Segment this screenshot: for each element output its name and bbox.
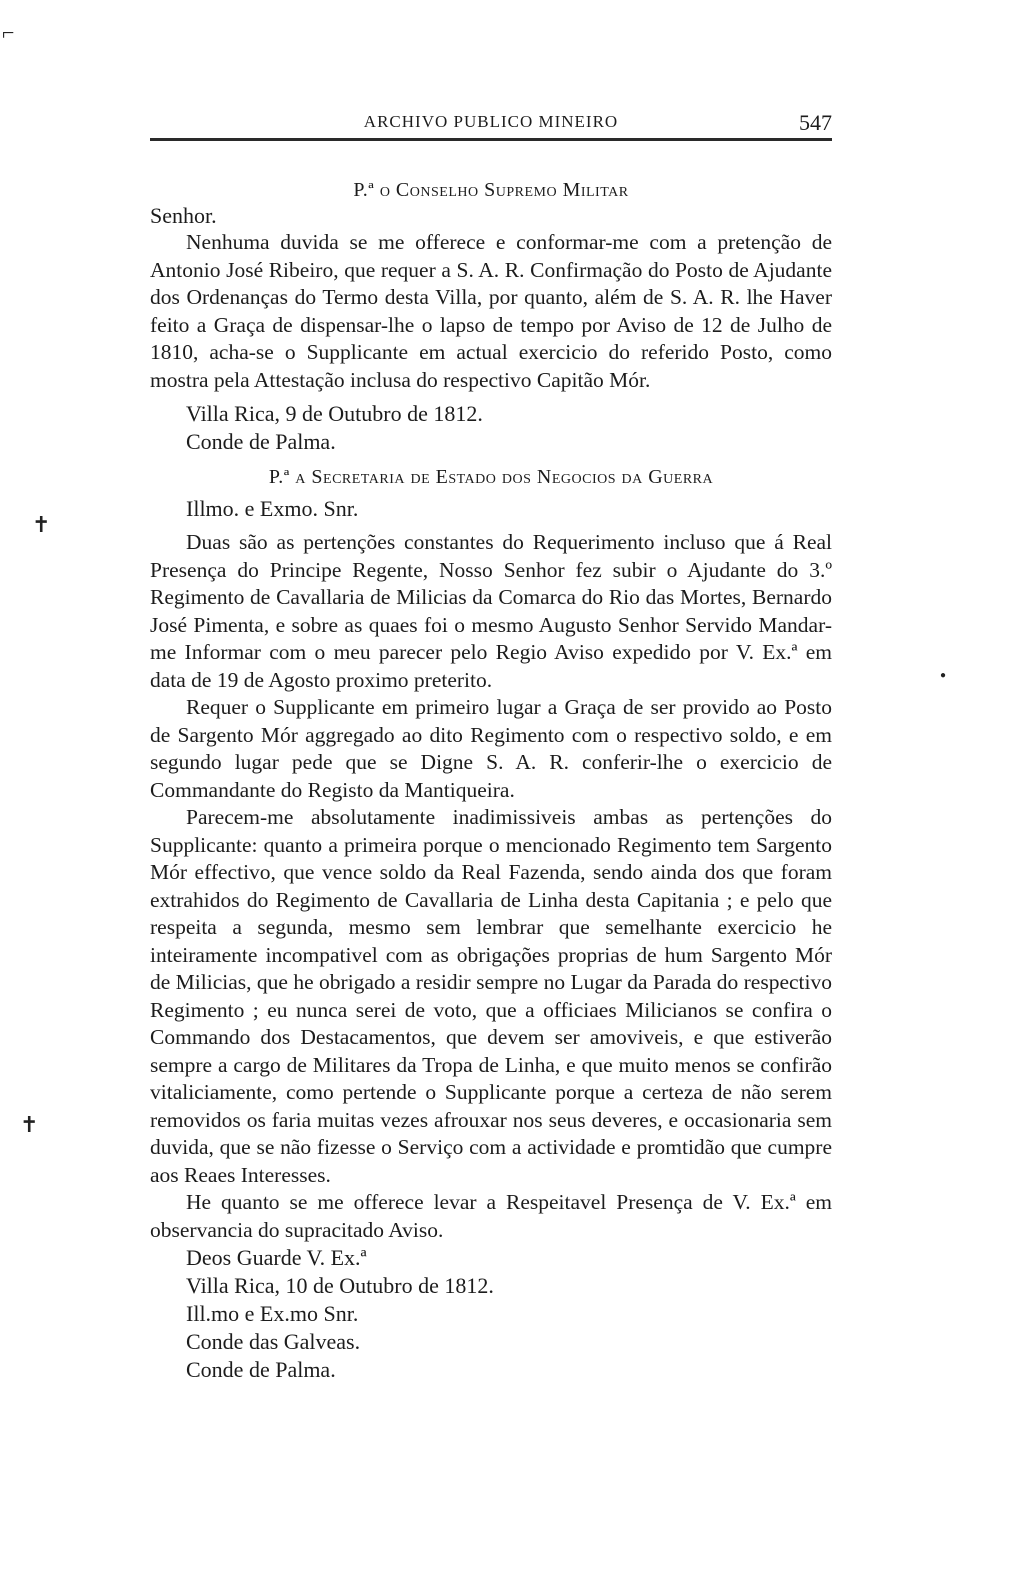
letter-paragraph: He quanto se me offerece levar a Respeitavel Presença de V. Ex.ª em observancia do supracitado Aviso.: [150, 1190, 832, 1242]
running-head: [150, 108, 832, 141]
salutation: Senhor.: [150, 203, 217, 228]
margin-mark-cross: ✝: [32, 512, 51, 537]
running-title: ARCHIVO PUBLICO MINEIRO: [363, 112, 619, 131]
margin-mark-top: ⌐: [2, 20, 15, 45]
salutation: Illmo. e Exmo. Snr.: [186, 496, 359, 521]
letter-secretaria-guerra: [150, 466, 832, 1384]
signature: Conde de Palma.: [186, 429, 336, 454]
margin-mark-dot: ●: [940, 670, 947, 681]
place-date: Villa Rica, 10 de Outubro de 1812.: [186, 1273, 494, 1298]
signature: Conde de Palma.: [186, 1357, 336, 1382]
letter-conselho-supremo-militar: [150, 179, 832, 456]
letter-heading: P.ª o Conselho Supremo Militar: [353, 179, 629, 201]
document-page: [150, 108, 832, 1384]
addressee: Ill.mo e Ex.mo Snr.: [186, 1301, 359, 1326]
closing: Deos Guarde V. Ex.ª: [186, 1245, 367, 1270]
letter-paragraph: Parecem-me absolutamente inadimissiveis ambas as pertenções do Supplicante: quanto a primeira porque o mencionado Regimento tem Sargento Mór effectivo, que vence soldo da Real Fazenda, sendo ainda dos que foram extrahidos do Regimento de Cavallaria de Linha desta Capitania ; e pelo que respeita a segunda, mesmo sem lembrar que semelhante exercicio he inteiramente incompativel com as obrigações proprias de hum Sargento Mór de Milicias, que he obrigado a residir sempre no Lugar da Parada do respectivo Regimento ; eu nunca serei de voto, que a officiaes Milicianos se confira o Commando dos Destacamentos, que devem ser amoviveis, e que estiverão sempre a cargo de Militares da Tropa de Linha, e que muito menos se confirão vitaliciamente, como pertende o Supplicante porque a certeza de não serem removidos os faria muitas vezes afrouxar nos seus deveres, e occasionaria sem duvida, que se não fizesse o Serviço com a actividade e promtidão que cumpre aos Reaes Interesses.: [150, 805, 832, 1187]
letter-heading: P.ª a Secretaria de Estado dos Negocios da Guerra: [268, 466, 714, 488]
place-date: Villa Rica, 9 de Outubro de 1812.: [186, 401, 483, 426]
letter-paragraph: Requer o Supplicante em primeiro lugar a Graça de ser provido ao Posto de Sargento Mór aggregado ao dito Regimento com o respectivo soldo, e em segundo lugar pede que se Digne S. A. R. conferir-lhe o exercicio de Commandante do Registo da Mantiqueira.: [150, 695, 832, 802]
margin-mark-cross-lower: ✝: [20, 1112, 39, 1137]
addressee-name: Conde das Galveas.: [186, 1329, 361, 1354]
letter-paragraph: Nenhuma duvida se me offerece e conformar-me com a pretenção de Antonio José Ribeiro, que requer a S. A. R. Confirmação do Posto de Ajudante dos Ordenanças do Termo desta Villa, por quanto, além de S. A. R. lhe Haver feito a Graça de dispensar-lhe o lapso de tempo por Aviso de 12 de Julho de 1810, acha-se o Supplicante em actual exercicio do referido Posto, como mostra pela Attestação inclusa do respectivo Capitão Mór.: [150, 230, 832, 392]
letter-paragraph: Duas são as pertenções constantes do Requerimento incluso que á Real Presença do Principe Regente, Nosso Senhor fez subir o Ajudante do 3.º Regimento de Cavallaria de Milicias da Comarca do Rio das Mortes, Bernardo José Pimenta, e sobre as quaes foi o mesmo Augusto Senhor Servido Mandar-me Informar com o meu parecer pelo Regio Aviso expedido por V. Ex.ª em data de 19 de Agosto proximo preterito.: [150, 530, 832, 692]
page-number: 547: [799, 110, 832, 135]
